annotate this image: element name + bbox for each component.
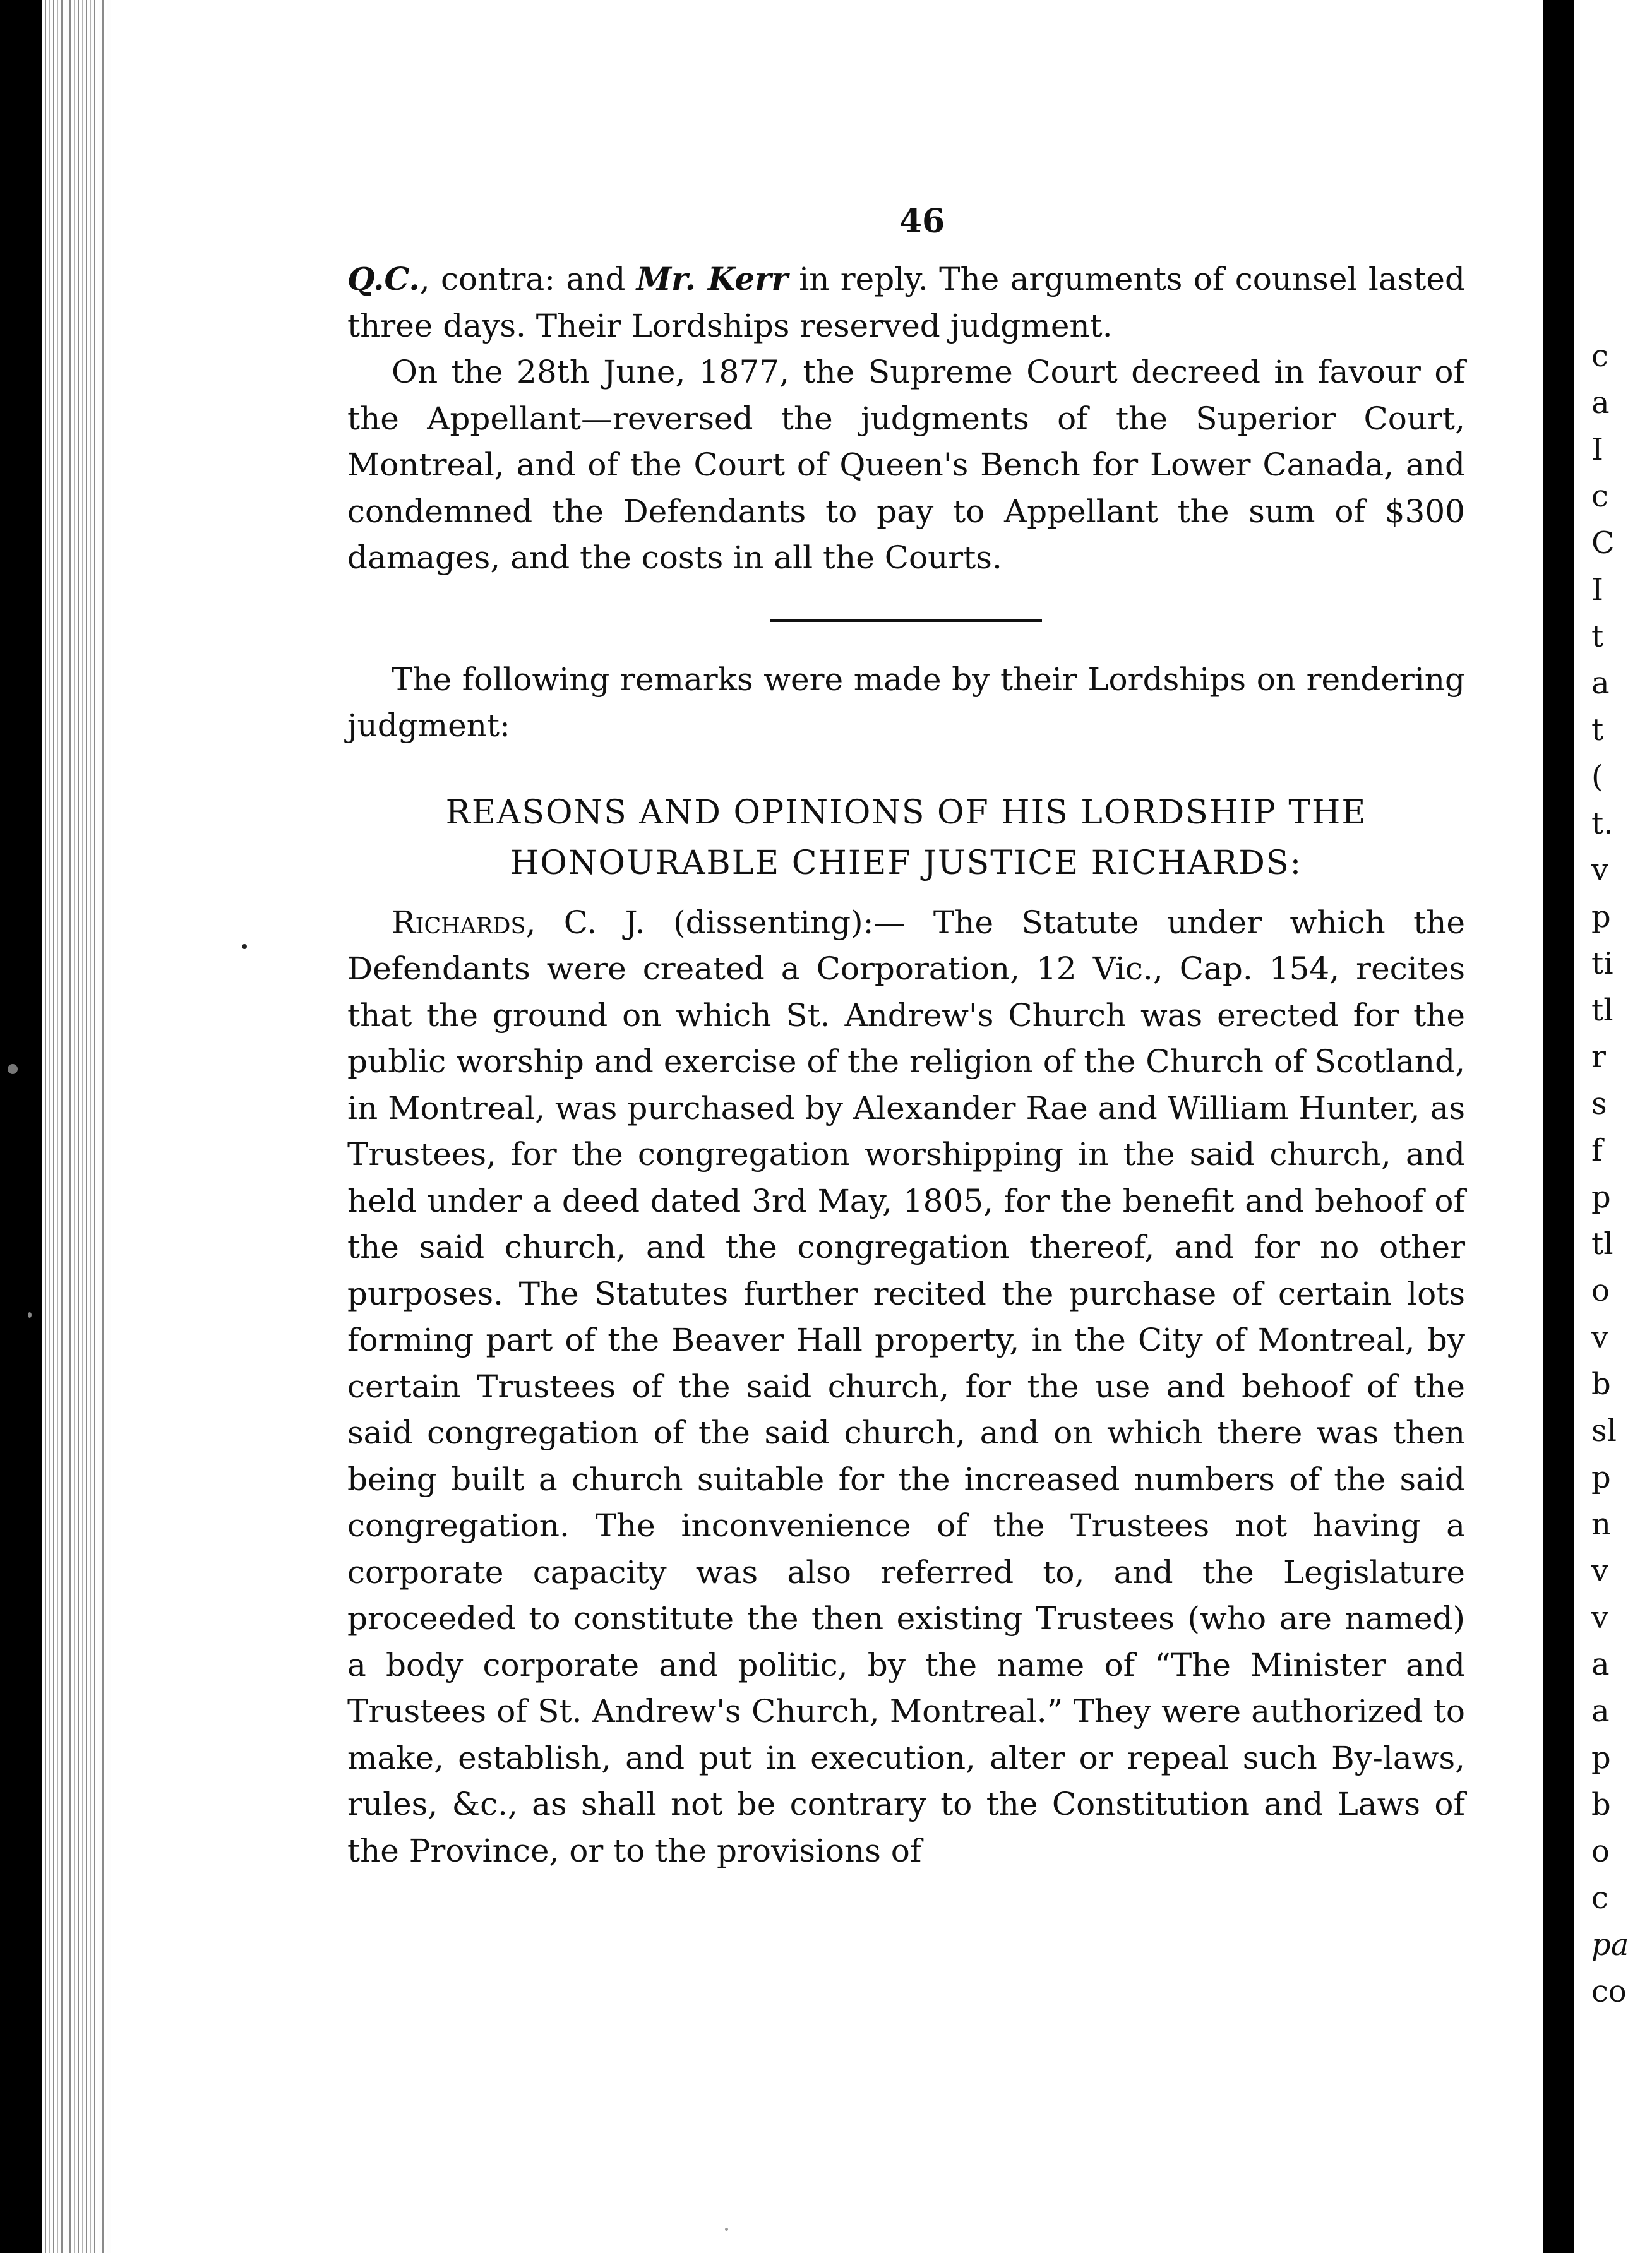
- facing-page-fragment: tl: [1591, 1226, 1613, 1262]
- paragraph-text: , C. J. (dissenting):— The Statute under which the Defendants were created a Corporation, 12 Vic., Cap. 154, recites that the ground on which St. Andrew's Church was erected for the public worship and exercise of the religion of the Church of Scotland, in Montreal, was purchased by Alexander Rae and William Hunter, as Trustees, for the congregation worshipping in the said church, and held under a deed dated 3rd May, 1805, for the benefit and behoof of the said church, and the congregation thereof, and for no other purposes. The Statutes further recited the purchase of certain lots forming part of the Beaver Hall property, in the City of Montreal, by certain Trustees of the said church, for the use and behoof of the said congregation of the said church, and on which there was then being built a church suitable for the increased numbers of the said congregation. The inconvenience of the Trustees not having a corporate capacity was also referred to, and the Legislature proceeded to constitute the then existing Trustees (who are named) a body corporate and politic, by the name of “The Minister and Trustees of St. Andrew's Church, Montreal.” They were authorized to make, establish, and put in execution, alter or repeal such By-laws, rules, &c., as shall not be contrary to the Constitution and Laws of the Province, or to the provisions of: [347, 904, 1465, 1869]
- paragraph-decree: On the 28th June, 1877, the Supreme Court decreed in favour of the Appellant—reversed the judgments of the Superior Court, Montreal, and of the Court of Queen's Bench for Lower Canada, and condemned the Defendants to pay to Appellant the sum of $300 damages, and the costs in all the Courts.: [347, 354, 1465, 576]
- facing-page-fragment: c: [1591, 1880, 1608, 1916]
- facing-page-fragment: ti: [1591, 946, 1613, 981]
- paragraph-remarks-intro: The following remarks were made by their Lordships on rendering judgment:: [347, 660, 1465, 744]
- counsel-name: Mr. Kerr: [636, 260, 788, 297]
- book-page-edges: [42, 0, 111, 2253]
- paragraph-argument-summary: [347, 256, 1465, 349]
- facing-page-fragment: t: [1591, 712, 1604, 748]
- heading-line: REASONS AND OPINIONS OF HIS LORDSHIP THE: [445, 793, 1367, 832]
- facing-page-edge: [1574, 0, 1652, 2253]
- facing-page-fragment: I: [1591, 572, 1603, 607]
- facing-page-fragment: b: [1591, 1366, 1611, 1402]
- scan-speck: [28, 1312, 32, 1318]
- facing-page-fragment: c: [1591, 479, 1608, 514]
- section-divider: [770, 619, 1042, 622]
- section-heading: [347, 787, 1465, 888]
- scan-speck: [242, 944, 247, 949]
- facing-page-fragment: o: [1591, 1834, 1610, 1869]
- page-number: 46: [899, 202, 945, 241]
- heading-line: HONOURABLE CHIEF JUSTICE RICHARDS:: [510, 844, 1303, 882]
- facing-page-fragment: n: [1591, 1507, 1611, 1542]
- facing-page-fragment: I: [1591, 432, 1603, 467]
- judge-name: Richards: [392, 904, 526, 941]
- facing-page-fragment: p: [1591, 1460, 1611, 1495]
- facing-page-fragment: pa: [1591, 1927, 1629, 1963]
- facing-page-fragment: v: [1591, 1320, 1609, 1355]
- facing-page-fragment: v: [1591, 1553, 1609, 1589]
- scan-speck: [725, 2228, 728, 2231]
- page-body: [347, 189, 1465, 1874]
- facing-page-fragment: a: [1591, 666, 1610, 701]
- book-gutter: [1543, 0, 1574, 2253]
- facing-page-fragment: t: [1591, 619, 1604, 654]
- facing-page-fragment: a: [1591, 385, 1610, 421]
- facing-page-fragment: (: [1591, 759, 1603, 794]
- facing-page-fragment: f: [1591, 1133, 1603, 1168]
- facing-page-fragment: tl: [1591, 993, 1613, 1028]
- facing-page-fragment: p: [1591, 1740, 1611, 1776]
- facing-page-fragment: C: [1591, 525, 1615, 561]
- facing-page-fragment: p: [1591, 1180, 1611, 1215]
- scanner-margin-left: [0, 0, 42, 2253]
- paragraph-opinion: [347, 900, 1465, 1875]
- facing-page-fragment: co: [1591, 1974, 1627, 2009]
- facing-page-fragment: v: [1591, 852, 1609, 888]
- facing-page-fragment: sl: [1591, 1413, 1617, 1449]
- facing-page-fragment: c: [1591, 338, 1608, 374]
- facing-page-fragment: o: [1591, 1273, 1610, 1308]
- paragraph-text: in reply. The arguments of counsel lasted three days. Their Lordships reserved judgment.: [347, 261, 1465, 344]
- facing-page-fragment: p: [1591, 899, 1611, 935]
- scan-speck: [8, 1064, 18, 1074]
- paragraph-text: , contra: and: [419, 261, 637, 297]
- facing-page-fragment: a: [1591, 1647, 1610, 1682]
- facing-page-fragment: a: [1591, 1694, 1610, 1729]
- facing-page-fragment: v: [1591, 1600, 1609, 1635]
- facing-page-fragment: t.: [1591, 806, 1613, 841]
- counsel-title: Q.C.: [347, 260, 420, 297]
- facing-page-fragment: b: [1591, 1787, 1611, 1822]
- facing-page-fragment: s: [1591, 1086, 1607, 1121]
- facing-page-fragment: r: [1591, 1039, 1606, 1075]
